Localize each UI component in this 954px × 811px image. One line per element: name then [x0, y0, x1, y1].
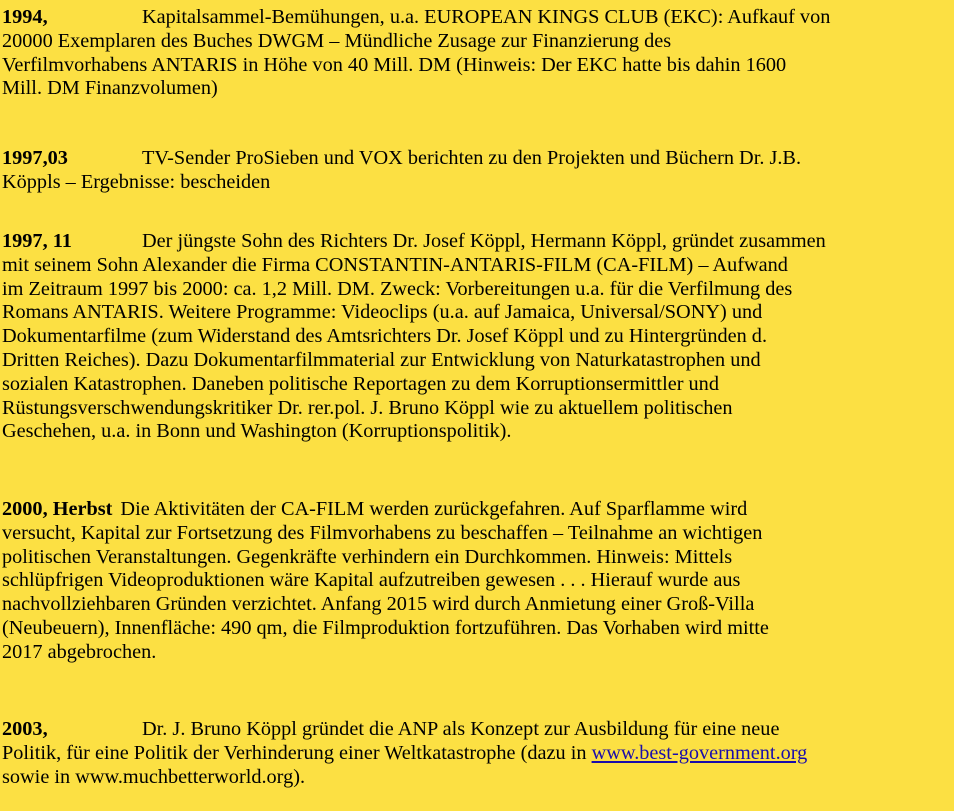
entry-text-line: 2017 abgebrochen.	[2, 640, 157, 663]
entry-text-line: 20000 Exemplaren des Buches DWGM – Mündliche Zusage zur Finanzierung des	[2, 29, 672, 52]
entry-text-line: politischen Veranstaltungen. Gegenkräfte verhindern ein Durchkommen. Hinweis: Mittels	[2, 545, 733, 568]
entry-text-line: im Zeitraum 1997 bis 2000: ca. 1,2 Mill. DM. Zweck: Vorbereitungen u.a. für die Verfilmung des	[2, 277, 793, 300]
entry-text-line: Geschehen, u.a. in Bonn und Washington (Korruptionspolitik).	[2, 420, 512, 443]
entry-text-line: Kapitalsammel-Bemühungen, u.a. EUROPEAN KINGS CLUB (EKC): Aufkauf von	[142, 6, 831, 28]
entry-date: 1997, 11	[2, 230, 72, 252]
entry-date: 1994,	[2, 6, 48, 28]
entry-text-line: (Neubeuern), Innenfläche: 490 qm, die Filmproduktion fortzuführen. Das Vorhaben wird mitte	[2, 616, 769, 639]
entry-date: 2003,	[2, 718, 48, 740]
entry-1994	[2, 6, 950, 101]
entry-text-line: Dr. J. Bruno Köppl gründet die ANP als Konzept zur Ausbildung für eine neue	[142, 718, 780, 740]
best-government-link[interactable]: www.best-government.org	[591, 741, 808, 764]
entry-text-line: Romans ANTARIS. Weitere Programme: Videoclips (u.a. auf Jamaica, Universal/SONY) und	[2, 301, 763, 324]
entry-2000-herbst	[2, 498, 950, 665]
entry-date: 1997,03	[2, 147, 68, 169]
entry-text-line: versucht, Kapital zur Fortsetzung des Filmvorhabens zu beschaffen – Teilnahme an wichtigen	[2, 521, 763, 544]
entry-text-line: Verfilmvorhabens ANTARIS in Höhe von 40 Mill. DM (Hinweis: Der EKC hatte bis dahin 1600	[2, 53, 787, 76]
entry-text-line: Rüstungsverschwendungskritiker Dr. rer.pol. J. Bruno Köppl wie zu aktuellem politischen	[2, 396, 733, 419]
entry-2003	[2, 718, 950, 789]
entry-text-line: sozialen Katastrophen. Daneben politische Reportagen zu dem Korruptionsermittler und	[2, 372, 719, 395]
entry-text-line: Die Aktivitäten der CA-FILM werden zurückgefahren. Auf Sparflamme wird	[120, 498, 748, 520]
entry-text-line: Der jüngste Sohn des Richters Dr. Josef Köppl, Hermann Köppl, gründet zusammen	[142, 230, 826, 252]
entry-1997-03	[2, 147, 950, 195]
entry-text-line: mit seinem Sohn Alexander die Firma CONSTANTIN-ANTARIS-FILM (CA-FILM) – Aufwand	[2, 253, 788, 276]
entry-text-line: Köppls – Ergebnisse: bescheiden	[2, 170, 271, 193]
entry-text-line: sowie in www.muchbetterworld.org).	[2, 765, 306, 788]
entry-date: 2000, Herbst	[2, 498, 113, 520]
entry-text-line: Dokumentarfilme (zum Widerstand des Amtsrichters Dr. Josef Köppl und zu Hintergründen d.	[2, 325, 768, 348]
entry-text-line: Mill. DM Finanzvolumen)	[2, 77, 218, 100]
entry-text-line: TV-Sender ProSieben und VOX berichten zu den Projekten und Büchern Dr. J.B.	[142, 147, 802, 169]
entry-text-line: Dritten Reiches). Dazu Dokumentarfilmmaterial zur Entwicklung von Naturkatastrophen und	[2, 348, 761, 371]
entry-text-line: nachvollziehbaren Gründen verzichtet. Anfang 2015 wird durch Anmietung einer Groß-Villa	[2, 593, 755, 616]
entry-text-line: schlüpfrigen Videoproduktionen wäre Kapital aufzutreiben gewesen . . . Hierauf wurde aus	[2, 569, 741, 592]
entry-1997-11	[2, 230, 950, 444]
entry-text-line: Politik, für eine Politik der Verhinderung einer Weltkatastrophe (dazu in	[2, 741, 592, 764]
